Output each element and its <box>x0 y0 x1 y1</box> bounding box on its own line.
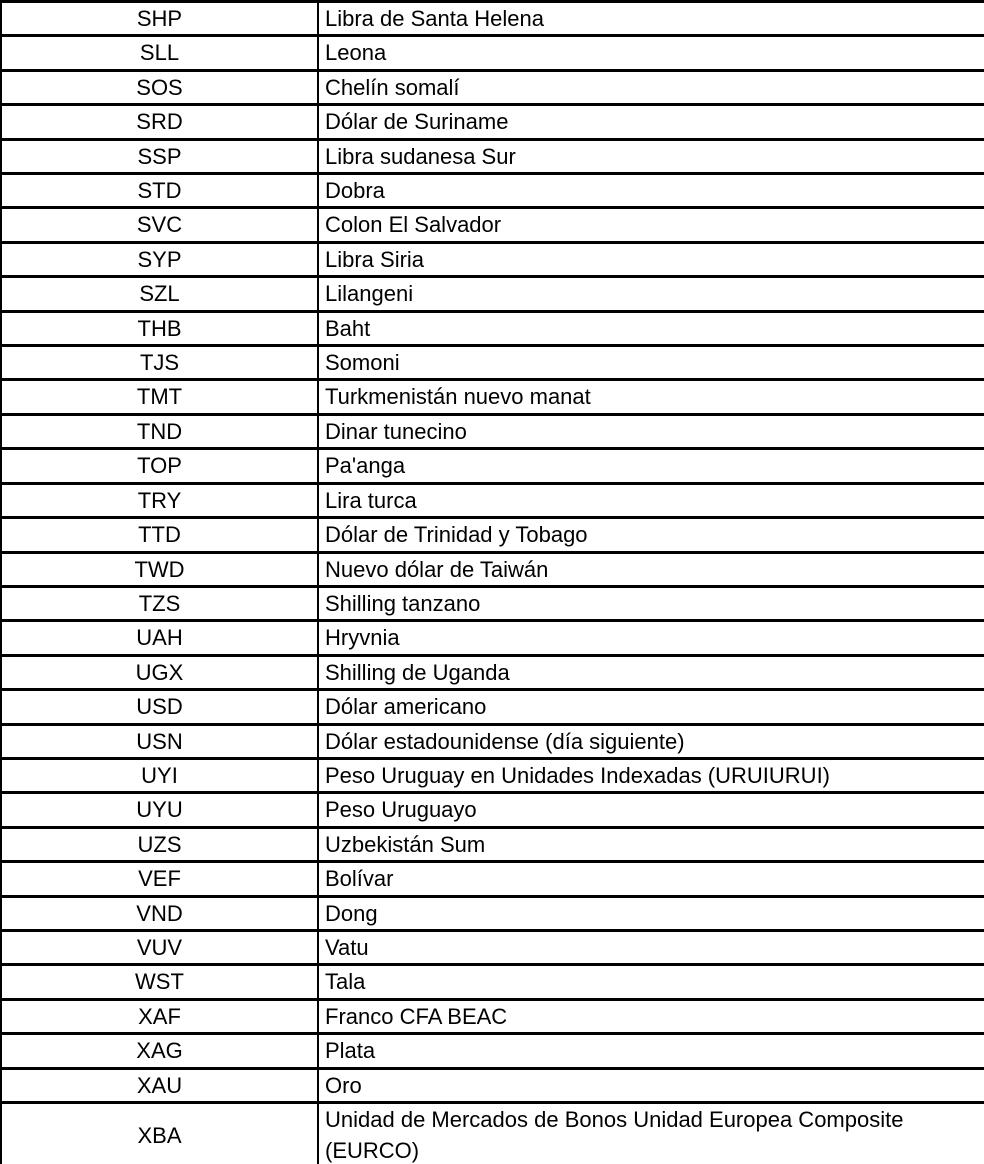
currency-name-cell: Chelín somalí <box>318 70 984 104</box>
currency-code-cell: USN <box>1 724 318 758</box>
table-row <box>1 621 984 655</box>
currency-name-cell: Peso Uruguayo <box>318 793 984 827</box>
table-row <box>1 414 984 448</box>
currency-name-cell: Tala <box>318 965 984 999</box>
currency-code-cell: TWD <box>1 552 318 586</box>
table-row <box>1 105 984 139</box>
currency-name-cell: Nuevo dólar de Taiwán <box>318 552 984 586</box>
currency-name-cell: Turkmenistán nuevo manat <box>318 380 984 414</box>
table-row <box>1 586 984 620</box>
currency-code-cell: VEF <box>1 862 318 896</box>
currency-code-cell: VND <box>1 896 318 930</box>
currency-name-cell: Baht <box>318 311 984 345</box>
currency-code-cell: STD <box>1 174 318 208</box>
table-row <box>1 1034 984 1068</box>
table-row <box>1 277 984 311</box>
currency-code-cell: UYI <box>1 758 318 792</box>
table-row <box>1 724 984 758</box>
table-row <box>1 208 984 242</box>
currency-table-body <box>1 2 984 1164</box>
currency-code-cell: XBA <box>1 1103 318 1164</box>
table-row <box>1 70 984 104</box>
currency-name-cell: Libra sudanesa Sur <box>318 139 984 173</box>
currency-name-cell: Dólar estadounidense (día siguiente) <box>318 724 984 758</box>
table-row <box>1 965 984 999</box>
table-row <box>1 896 984 930</box>
table-row <box>1 1068 984 1102</box>
currency-name-cell: Lilangeni <box>318 277 984 311</box>
currency-name-cell: Franco CFA BEAC <box>318 999 984 1033</box>
currency-name-cell: Oro <box>318 1068 984 1102</box>
table-row <box>1 518 984 552</box>
table-row <box>1 2 984 36</box>
currency-code-cell: SOS <box>1 70 318 104</box>
currency-code-cell: TJS <box>1 346 318 380</box>
currency-code-cell: SRD <box>1 105 318 139</box>
table-row <box>1 999 984 1033</box>
currency-name-cell: Shilling de Uganda <box>318 655 984 689</box>
currency-code-cell: TRY <box>1 483 318 517</box>
currency-code-cell: XAG <box>1 1034 318 1068</box>
table-row <box>1 174 984 208</box>
currency-code-cell: SYP <box>1 242 318 276</box>
currency-name-cell: Shilling tanzano <box>318 586 984 620</box>
currency-name-cell: Leona <box>318 36 984 70</box>
currency-name-cell: Dólar de Trinidad y Tobago <box>318 518 984 552</box>
table-row <box>1 655 984 689</box>
table-row <box>1 552 984 586</box>
currency-name-cell: Dólar de Suriname <box>318 105 984 139</box>
currency-name-cell: Colon El Salvador <box>318 208 984 242</box>
currency-code-cell: XAF <box>1 999 318 1033</box>
currency-name-cell: Uzbekistán Sum <box>318 827 984 861</box>
table-row <box>1 862 984 896</box>
currency-name-cell: Unidad de Mercados de Bonos Unidad Europea Composite (EURCO) <box>318 1103 984 1164</box>
currency-name-cell: Peso Uruguay en Unidades Indexadas (URUIURUI) <box>318 758 984 792</box>
table-row <box>1 827 984 861</box>
table-row <box>1 380 984 414</box>
currency-code-cell: TMT <box>1 380 318 414</box>
currency-code-cell: UAH <box>1 621 318 655</box>
table-row <box>1 793 984 827</box>
currency-code-cell: UZS <box>1 827 318 861</box>
currency-code-cell: UYU <box>1 793 318 827</box>
table-row <box>1 1103 984 1164</box>
currency-code-cell: WST <box>1 965 318 999</box>
currency-name-cell: Bolívar <box>318 862 984 896</box>
currency-code-cell: THB <box>1 311 318 345</box>
currency-name-cell: Dong <box>318 896 984 930</box>
currency-code-cell: TZS <box>1 586 318 620</box>
table-row <box>1 36 984 70</box>
table-row <box>1 311 984 345</box>
currency-code-cell: VUV <box>1 930 318 964</box>
currency-name-cell: Somoni <box>318 346 984 380</box>
currency-name-cell: Plata <box>318 1034 984 1068</box>
table-row <box>1 483 984 517</box>
table-row <box>1 346 984 380</box>
currency-code-cell: SSP <box>1 139 318 173</box>
currency-code-cell: SHP <box>1 2 318 36</box>
currency-code-cell: SZL <box>1 277 318 311</box>
currency-name-cell: Libra de Santa Helena <box>318 2 984 36</box>
currency-code-cell: TND <box>1 414 318 448</box>
currency-code-cell: TTD <box>1 518 318 552</box>
table-row <box>1 449 984 483</box>
currency-code-cell: UGX <box>1 655 318 689</box>
table-row <box>1 930 984 964</box>
currency-name-cell: Dólar americano <box>318 690 984 724</box>
table-row <box>1 690 984 724</box>
currency-name-cell: Hryvnia <box>318 621 984 655</box>
currency-code-cell: TOP <box>1 449 318 483</box>
currency-code-cell: USD <box>1 690 318 724</box>
currency-name-cell: Libra Siria <box>318 242 984 276</box>
table-row <box>1 758 984 792</box>
currency-name-cell: Lira turca <box>318 483 984 517</box>
currency-name-cell: Pa'anga <box>318 449 984 483</box>
table-row <box>1 139 984 173</box>
currency-code-cell: SLL <box>1 36 318 70</box>
currency-name-cell: Vatu <box>318 930 984 964</box>
currency-code-cell: XAU <box>1 1068 318 1102</box>
currency-name-cell: Dobra <box>318 174 984 208</box>
currency-code-cell: SVC <box>1 208 318 242</box>
currency-name-cell: Dinar tunecino <box>318 414 984 448</box>
table-row <box>1 242 984 276</box>
